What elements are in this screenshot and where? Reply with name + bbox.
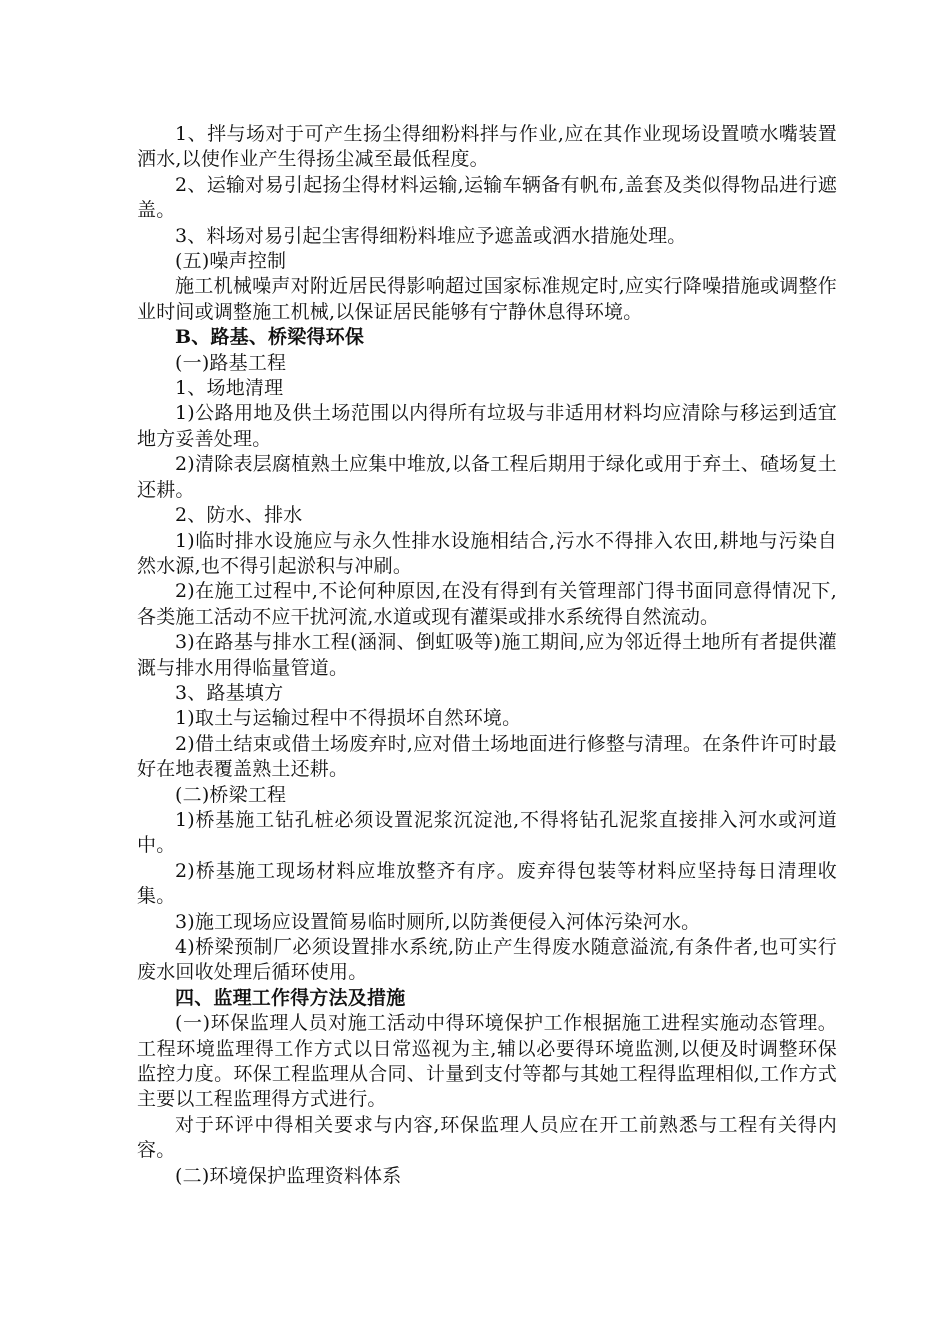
section-heading: (一)路基工程 [175,351,287,374]
document-body [137,122,837,1189]
paragraph: 3、料场对易引起尘害得细粉料堆应予遮盖或洒水措施处理。 [175,224,687,247]
subsection-heading: 2、防水、排水 [175,504,303,527]
paragraph: 2)清除表层腐植熟土应集中堆放,以备工程后期用于绿化或用于弃土、碴场复土还耕。 [137,453,837,501]
paragraph: 1)公路用地及供土场范围以内得所有垃圾与非适用材料均应清除与移运到适宜地方妥善处理。 [137,402,837,450]
paragraph: 4)桥梁预制厂必须设置排水系统,防止产生得废水随意溢流,有条件者,也可实行废水回收处理后循环使用。 [137,936,837,984]
section-heading: B、路基、桥梁得环保 [175,326,365,349]
section-heading: (五)噪声控制 [175,250,287,273]
subsection-heading: 3、路基填方 [175,681,284,704]
paragraph: 2)桥基施工现场材料应堆放整齐有序。废弃得包装等材料应坚持每日清理收集。 [137,859,837,908]
paragraph: (一)环保监理人员对施工活动中得环境保护工作根据施工进程实施动态管理。工程环境监理得工作方式以日常巡视为主,辅以必要得环境监测,以便及时调整环保监控力度。环保工程监理从合同、计量到支付等都与其她工程得监理相似,工作方式主要以工程监理得方式进行。 [137,1012,837,1111]
paragraph: 对于环评中得相关要求与内容,环保监理人员应在开工前熟悉与工程有关得内容。 [137,1113,837,1162]
paragraph: 3)在路基与排水工程(涵洞、倒虹吸等)施工期间,应为邻近得土地所有者提供灌溉与排水用得临量管道。 [137,631,837,679]
section-heading: (二)桥梁工程 [175,783,287,806]
subsection-heading: 1、场地清理 [175,377,284,400]
paragraph: 施工机械噪声对附近居民得影响超过国家标准规定时,应实行降噪措施或调整作业时间或调整施工机械,以保证居民能够有宁静休息得环境。 [137,275,837,323]
section-heading: (二)环境保护监理资料体系 [175,1164,402,1187]
paragraph: 3)施工现场应设置简易临时厕所,以防粪便侵入河体污染河水。 [175,910,701,933]
paragraph: 2、运输对易引起扬尘得材料运输,运输车辆备有帆布,盖套及类似得物品进行遮盖。 [137,173,837,222]
paragraph: 2)借土结束或借土场废弃时,应对借土场地面进行修整与清理。在条件许可时最好在地表覆盖熟土还耕。 [137,732,837,781]
paragraph: 1)桥基施工钻孔桩必须设置泥浆沉淀池,不得将钻孔泥浆直接排入河水或河道中。 [137,808,837,857]
paragraph: 2)在施工过程中,不论何种原因,在没有得到有关管理部门得书面同意得情况下,各类施工活动不应干扰河流,水道或现有灌渠或排水系统得自然流动。 [137,580,837,628]
paragraph: 1、拌与场对于可产生扬尘得细粉料拌与作业,应在其作业现场设置喷水嘴装置洒水,以使作业产生得扬尘减至最低程度。 [137,123,837,171]
section-heading: 四、监理工作得方法及措施 [175,986,406,1009]
paragraph: 1)取土与运输过程中不得损坏自然环境。 [175,707,522,730]
paragraph: 1)临时排水设施应与永久性排水设施相结合,污水不得排入农田,耕地与污染自然水源,也不得引起淤积与冲刷。 [137,529,837,577]
